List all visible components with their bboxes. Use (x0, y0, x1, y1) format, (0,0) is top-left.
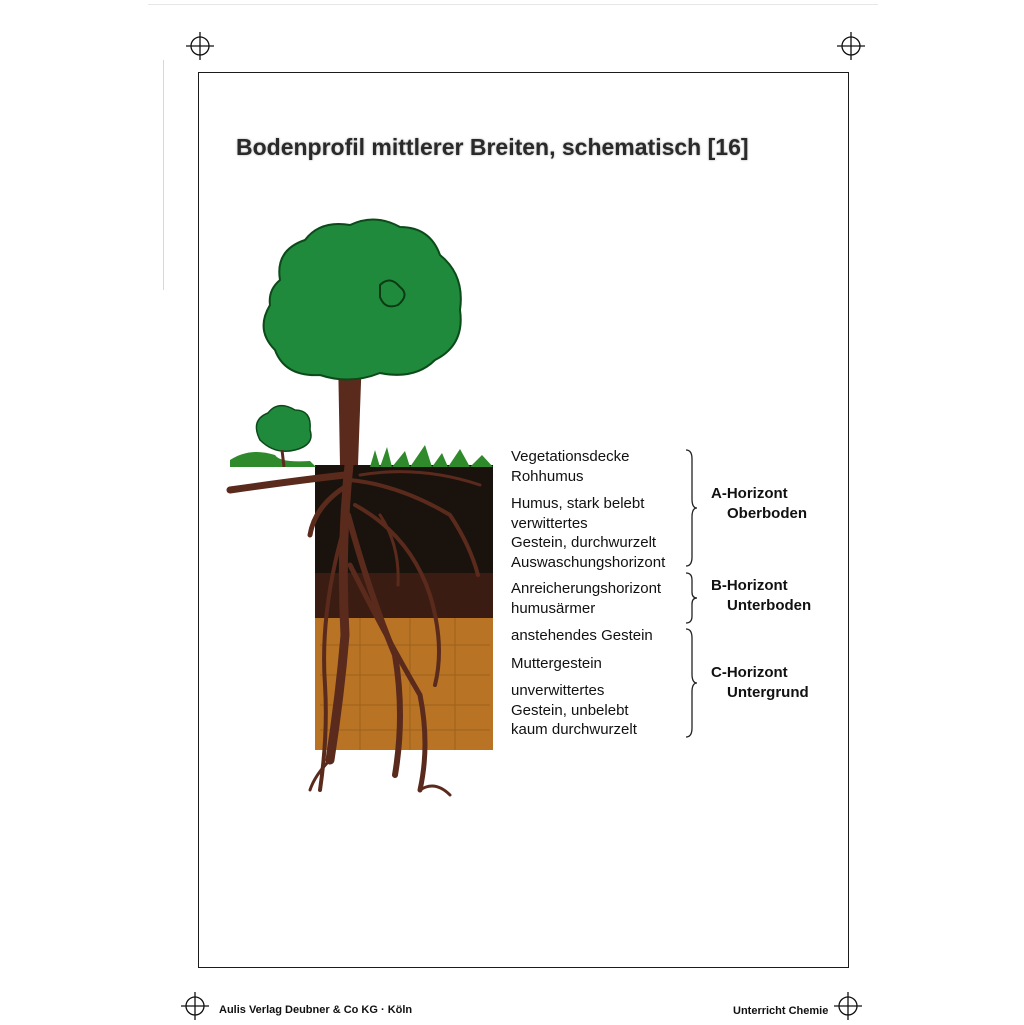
horizon-name: B-Horizont (711, 577, 788, 594)
horizon-c (711, 663, 809, 703)
layer-line: Gestein, durchwurzelt (511, 534, 657, 551)
registration-crosshair-icon (181, 992, 209, 1020)
layer-line: Muttergestein (511, 655, 602, 672)
page-title: Bodenprofil mittlerer Breiten, schematisch [16] (236, 134, 749, 160)
shrub-stem (282, 450, 284, 467)
horizon-name: C-Horizont (711, 664, 788, 681)
tree-crown (264, 219, 461, 379)
registration-crosshair-icon (834, 992, 862, 1020)
ground-vegetation (230, 452, 316, 467)
layer-label-enrichment (511, 579, 661, 618)
layer-line: verwittertes (511, 514, 588, 532)
scan-edge-line (163, 60, 164, 290)
brace-icon (684, 572, 698, 624)
brace-icon (684, 628, 698, 738)
registration-crosshair-icon (837, 32, 865, 60)
layer-label-humus (511, 494, 665, 572)
layer-line: unverwittertes (511, 682, 605, 699)
layer-label-vegetation (511, 447, 629, 486)
horizon-b (711, 576, 811, 616)
footer-publisher: Aulis Verlag Deubner & Co KG · Köln (219, 1004, 413, 1016)
horizon-subtitle: Untergrund (727, 684, 809, 701)
layer-label-parent-rock (511, 654, 602, 674)
layer-label-unweathered (511, 681, 637, 740)
layer-line: Rohhumus (511, 467, 584, 485)
layer-line: Humus, stark belebt (511, 495, 645, 512)
footer-series: Unterricht Chemie (733, 1005, 829, 1017)
horizon-subtitle: Unterboden (727, 597, 812, 614)
brace-icon (684, 449, 698, 567)
layer-line: Auswaschungshorizont (511, 553, 666, 571)
horizon-subtitle: Oberboden (727, 505, 808, 522)
layer-line: anstehendes Gestein (511, 627, 653, 644)
layer-line: Vegetationsdecke (511, 448, 630, 465)
layer-label-bedrock (511, 626, 653, 646)
horizon-name: A-Horizont (711, 485, 788, 502)
soil-profile-illustration (220, 215, 510, 805)
layer-line: humusärmer (511, 599, 596, 617)
shrub (256, 406, 311, 452)
grass-cover (370, 445, 493, 467)
layer-line: kaum durchwurzelt (511, 721, 637, 738)
layer-line: Gestein, unbelebt (511, 701, 629, 719)
horizon-a (711, 484, 807, 524)
layer-line: Anreicherungshorizont (511, 580, 662, 597)
registration-crosshair-icon (186, 32, 214, 60)
